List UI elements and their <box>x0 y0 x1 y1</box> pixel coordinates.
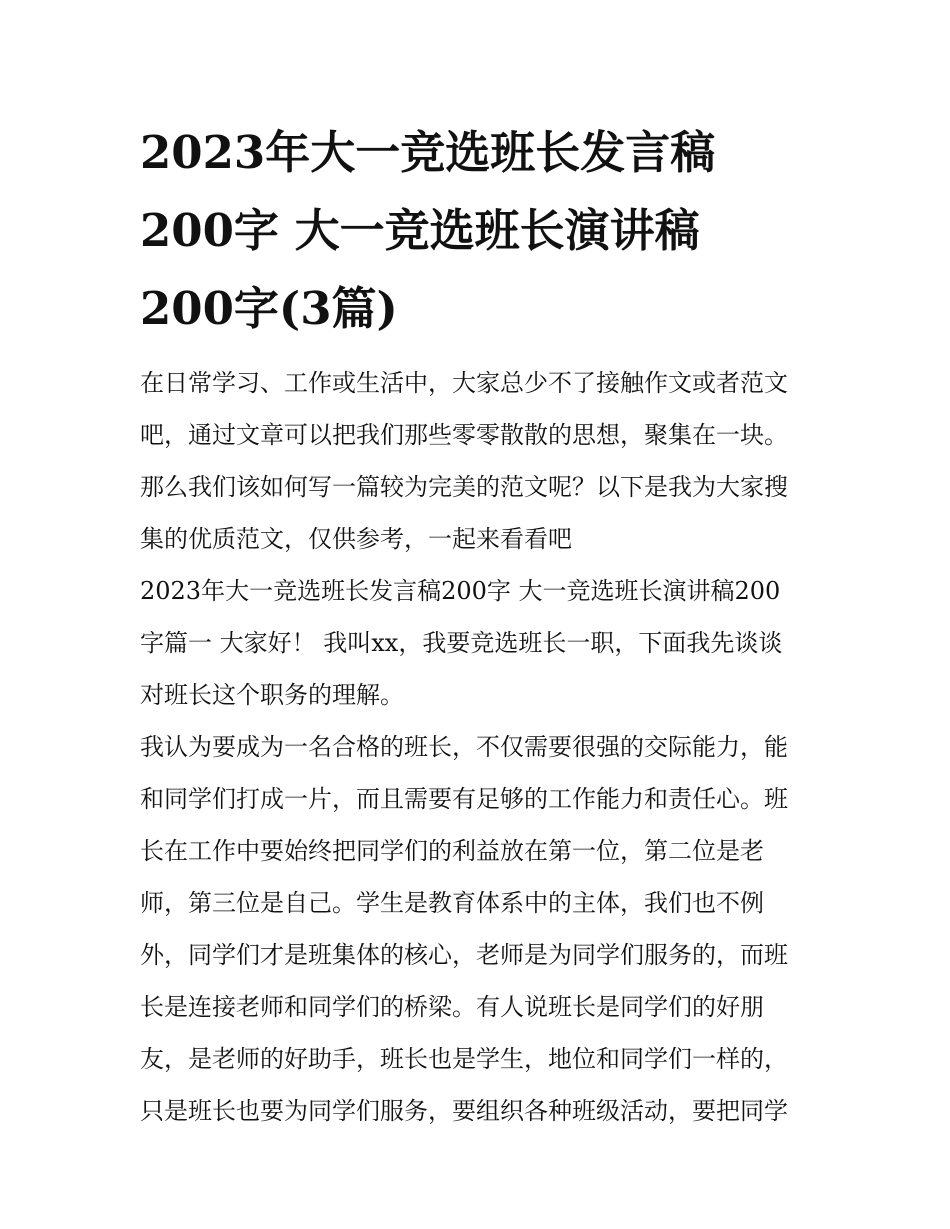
text-line: 和同学们打成一片，而且需要有足够的工作能力和责任心。班 <box>140 785 788 813</box>
text-line: 字篇一 大家好！ 我叫xx，我要竞选班长一职，下面我先谈谈 <box>140 629 783 657</box>
title-line: 200字(3篇) <box>140 282 398 335</box>
paragraph-heading-speech-one <box>140 565 820 721</box>
text-line: 2023年大一竞选班长发言稿200字 大一竞选班长演讲稿200 <box>140 577 781 605</box>
text-line: 只是班长也要为同学们服务，要组织各种班级活动，要把同学 <box>140 1097 788 1125</box>
text-line: 长是连接老师和同学们的桥梁。有人说班长是同学们的好朋 <box>140 993 764 1021</box>
text-line: 在日常学习、工作或生活中，大家总少不了接触作文或者范文 <box>140 369 788 397</box>
text-line: 长在工作中要始终把同学们的利益放在第一位，第二位是老 <box>140 837 764 865</box>
text-line: 对班长这个职务的理解。 <box>140 681 404 709</box>
document-body <box>140 357 820 1137</box>
text-line: 那么我们该如何写一篇较为完美的范文呢？以下是我为大家搜 <box>140 473 788 501</box>
text-line: 师，第三位是自己。学生是教育体系中的主体，我们也不例 <box>140 889 764 917</box>
paragraph-body <box>140 721 820 1137</box>
document-title <box>140 114 820 348</box>
text-line: 外，同学们才是班集体的核心，老师是为同学们服务的，而班 <box>140 941 788 969</box>
paragraph-intro <box>140 357 820 565</box>
text-line: 友，是老师的好助手，班长也是学生，地位和同学们一样的， <box>140 1045 788 1073</box>
title-line: 2023年大一竞选班长发言稿 <box>140 126 716 179</box>
text-line: 我认为要成为一名合格的班长，不仅需要很强的交际能力，能 <box>140 733 788 761</box>
text-line: 吧，通过文章可以把我们那些零零散散的思想，聚集在一块。 <box>140 421 788 449</box>
text-line: 集的优质范文，仅供参考，一起来看看吧 <box>140 525 572 553</box>
title-line: 200字 大一竞选班长演讲稿 <box>140 204 700 257</box>
